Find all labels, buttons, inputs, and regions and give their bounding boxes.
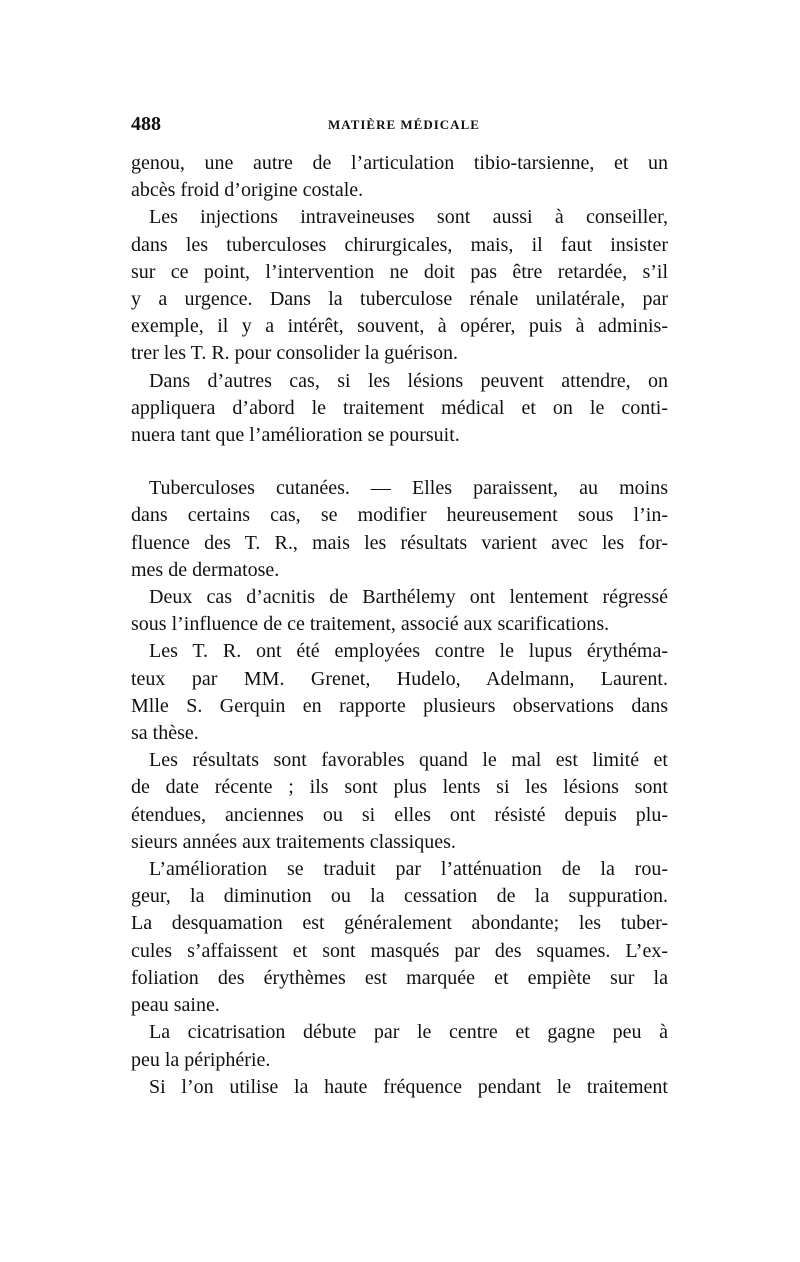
text-line: teux par MM. Grenet, Hudelo, Adelmann, Laurent. xyxy=(131,667,668,690)
text-line: sa thèse. xyxy=(131,722,199,745)
text-line: trer les T. R. pour consolider la guérison. xyxy=(131,342,458,365)
text-line: Dans d’autres cas, si les lésions peuvent attendre, on xyxy=(149,369,668,392)
section-gap xyxy=(131,449,668,475)
text-line: Mlle S. Gerquin en rapporte plusieurs observations dans xyxy=(131,694,668,717)
text-line: peau saine. xyxy=(131,994,220,1017)
text-line: Les résultats sont favorables quand le mal est limité et xyxy=(149,749,668,772)
text-line: La cicatrisation débute par le centre et gagne peu à xyxy=(149,1021,668,1044)
text-line: geur, la diminution ou la cessation de la suppuration. xyxy=(131,885,668,908)
text-line: dans les tuberculoses chirurgicales, mais, il faut insister xyxy=(131,233,668,256)
section-heading-line: Tuberculoses cutanées. — Elles paraissent, au moins xyxy=(149,477,668,500)
text-line: La desquamation est généralement abondante; les tuber- xyxy=(131,912,668,935)
text-line: Si l’on utilise la haute fréquence pendant le traitement xyxy=(149,1075,668,1098)
text-line: appliquera d’abord le traitement médical et on le conti- xyxy=(131,396,668,419)
text-line: L’amélioration se traduit par l’atténuation de la rou- xyxy=(149,858,668,881)
text-line: exemple, il y a intérêt, souvent, à opérer, puis à adminis- xyxy=(131,315,668,338)
running-title: MATIÈRE MÉDICALE xyxy=(328,117,480,132)
page-body xyxy=(131,150,668,1101)
text-line: genou, une autre de l’articulation tibio-tarsienne, et un xyxy=(131,152,668,174)
text-line: nuera tant que l’amélioration se poursuit. xyxy=(131,424,460,447)
text-line: dans certains cas, se modifier heureusement sous l’in- xyxy=(131,504,668,527)
text-line: fluence des T. R., mais les résultats varient avec les for- xyxy=(131,531,668,554)
text-line: Les T. R. ont été employées contre le lupus érythéma- xyxy=(149,640,668,663)
page-header xyxy=(131,113,668,135)
text-line: Les injections intraveineuses sont aussi à conseiller, xyxy=(149,206,668,229)
text-line: étendues, anciennes ou si elles ont résisté depuis plu- xyxy=(131,803,668,826)
text-line: mes de dermatose. xyxy=(131,558,280,581)
text-line: de date récente ; ils sont plus lents si les lésions sont xyxy=(131,776,668,799)
text-line: y a urgence. Dans la tuberculose rénale unilatérale, par xyxy=(131,288,668,311)
text-line: sur ce point, l’intervention ne doit pas être retardée, s’il xyxy=(131,260,668,283)
text-line: Deux cas d’acnitis de Barthélemy ont lentement régressé xyxy=(149,586,668,609)
text-line: foliation des érythèmes est marquée et empiète sur la xyxy=(131,966,668,989)
text-line: peu la périphérie. xyxy=(131,1048,271,1071)
text-line: sous l’influence de ce traitement, associé aux scarifications. xyxy=(131,613,610,636)
text-line: cules s’affaissent et sont masqués par des squames. L’ex- xyxy=(131,939,668,962)
text-line: abcès froid d’origine costale. xyxy=(131,179,364,202)
text-line: sieurs années aux traitements classiques. xyxy=(131,830,456,853)
page-number: 488 xyxy=(131,113,161,135)
